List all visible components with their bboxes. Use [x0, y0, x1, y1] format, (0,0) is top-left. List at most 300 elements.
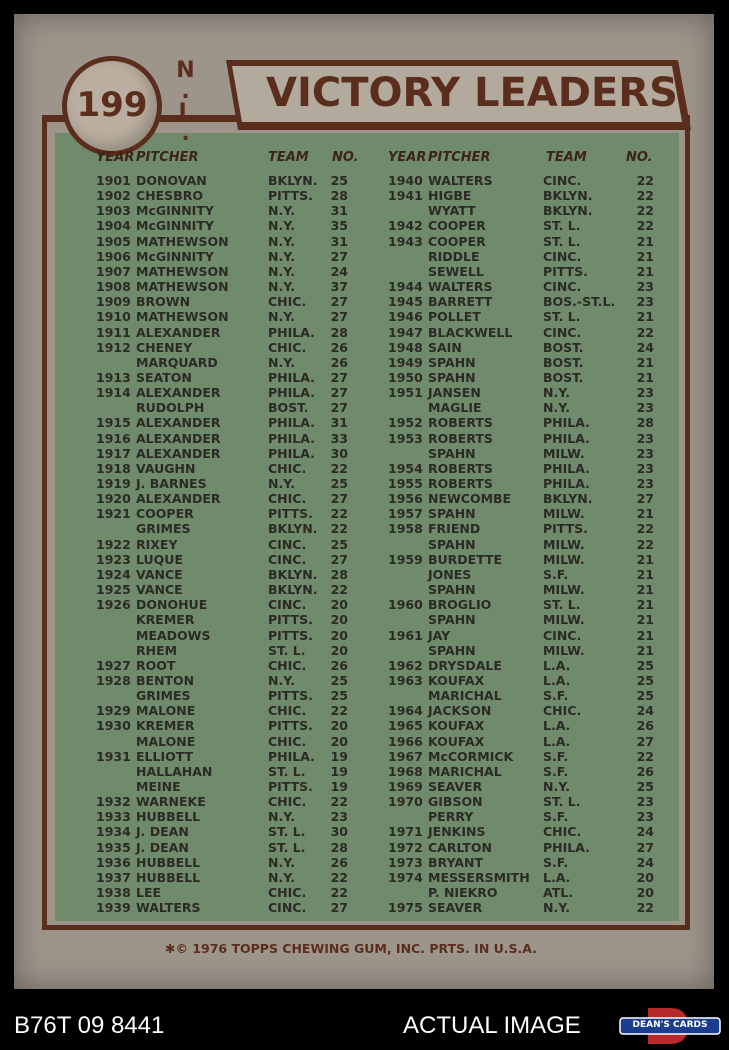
cell-pitcher: SPAHN: [428, 354, 476, 370]
cell-pitcher: J. BARNES: [136, 476, 207, 491]
cell-pitcher: KOUFAX: [428, 672, 485, 688]
cell-no: 23: [636, 794, 654, 810]
cell-pitcher: McGINNITY: [136, 248, 214, 264]
card-title: VICTORY LEADERS: [266, 70, 678, 116]
cell-team: S.F.: [543, 763, 569, 779]
cell-pitcher: MESSERSMITH: [428, 869, 530, 885]
cell-pitcher: RIDDLE: [428, 248, 480, 264]
cell-pitcher: ELLIOTT: [136, 748, 194, 764]
cell-no: 22: [330, 506, 348, 522]
cell-pitcher: VANCE: [136, 566, 183, 582]
logo-text: DEAN'S CARDS: [632, 1020, 708, 1030]
header-no-left: NO.: [332, 150, 359, 165]
cell-year: 1942: [388, 218, 423, 234]
cell-no: 24: [330, 263, 348, 279]
cell-no: 28: [636, 415, 654, 431]
cell-pitcher: BROGLIO: [428, 597, 492, 613]
cell-pitcher: WALTERS: [136, 900, 201, 916]
cell-year: 1931: [96, 748, 131, 764]
cell-team: ST. L.: [268, 763, 306, 779]
cell-team: CINC.: [543, 279, 582, 295]
cell-no: 25: [330, 476, 348, 491]
cell-team: PHILA.: [268, 748, 315, 764]
cell-year: 1902: [96, 188, 131, 204]
cell-pitcher: COOPER: [428, 233, 486, 249]
cell-pitcher: WYATT: [428, 203, 476, 219]
header-year-left: YEAR: [96, 150, 135, 165]
cell-no: 21: [636, 369, 654, 385]
cell-no: 28: [330, 839, 348, 855]
cell-year: 1919: [96, 476, 131, 491]
cell-year: 1930: [96, 718, 131, 734]
cell-no: 26: [330, 854, 348, 870]
cell-pitcher: MALONE: [136, 733, 196, 749]
cell-no: 27: [330, 551, 348, 567]
cell-year: 1937: [96, 869, 131, 885]
cell-year: 1938: [96, 885, 131, 901]
cell-team: MILW.: [543, 612, 585, 628]
cell-year: 1910: [96, 309, 131, 325]
cell-year: 1926: [96, 597, 131, 613]
cell-pitcher: WALTERS: [428, 279, 493, 295]
cell-year: 1905: [96, 233, 131, 249]
cell-team: CINC.: [268, 900, 307, 916]
cell-team: N.Y.: [268, 854, 295, 870]
cell-pitcher: SPAHN: [428, 642, 476, 658]
cell-no: 25: [636, 672, 654, 688]
cell-team: PHILA.: [268, 324, 315, 340]
cell-pitcher: MATHEWSON: [136, 279, 229, 295]
baseball-icon: [62, 56, 162, 156]
cell-pitcher: BARRETT: [428, 294, 493, 310]
cell-team: CINC.: [268, 536, 307, 552]
cell-pitcher: JACKSON: [428, 703, 492, 719]
cell-no: 28: [330, 188, 348, 204]
cell-pitcher: ALEXANDER: [136, 430, 221, 446]
cell-year: 1965: [388, 718, 423, 734]
cell-year: 1936: [96, 854, 131, 870]
cell-pitcher: McGINNITY: [136, 203, 214, 219]
cell-team: MILW.: [543, 506, 585, 522]
cell-team: CINC.: [543, 627, 582, 643]
cell-team: CINC.: [543, 173, 582, 188]
deans-cards-logo: [618, 1006, 722, 1046]
cell-no: 27: [330, 400, 348, 416]
cell-team: MILW.: [543, 551, 585, 567]
cell-pitcher: SEAVER: [428, 779, 483, 794]
cell-pitcher: PERRY: [428, 809, 474, 825]
cell-pitcher: MARQUARD: [136, 354, 218, 370]
cell-no: 27: [636, 839, 654, 855]
cell-no: 27: [636, 733, 654, 749]
cell-year: 1906: [96, 248, 131, 264]
header-pitcher-right: PITCHER: [428, 150, 491, 165]
cell-year: 1946: [388, 309, 423, 325]
cell-year: 1929: [96, 703, 131, 719]
cell-no: 24: [636, 824, 654, 840]
cell-no: 22: [330, 794, 348, 810]
cell-no: 21: [636, 354, 654, 370]
cell-year: 1974: [388, 869, 423, 885]
cell-no: 20: [330, 733, 348, 749]
cell-pitcher: GIBSON: [428, 794, 483, 810]
league-text: N.L.: [173, 58, 198, 142]
cell-no: 22: [636, 324, 654, 340]
cell-team: PHILA.: [543, 476, 590, 491]
cell-pitcher: ROBERTS: [428, 430, 493, 446]
cell-pitcher: ROBERTS: [428, 476, 493, 491]
cell-no: 20: [636, 885, 654, 901]
cell-team: CHIC.: [268, 733, 307, 749]
cell-no: 21: [636, 309, 654, 325]
cell-no: 27: [330, 900, 348, 916]
cell-year: 1901: [96, 173, 131, 188]
cell-year: 1958: [388, 521, 423, 537]
cell-team: ATL.: [543, 885, 573, 901]
cell-pitcher: MEINE: [136, 779, 181, 794]
cell-team: BKLYN.: [268, 521, 318, 537]
cell-pitcher: ALEXANDER: [136, 415, 221, 431]
cell-no: 26: [330, 339, 348, 355]
cell-no: 26: [636, 763, 654, 779]
cell-team: ST. L.: [543, 309, 581, 325]
card-id-label: B76T 09 8441: [14, 1012, 165, 1039]
cell-no: 26: [636, 718, 654, 734]
cell-year: 1943: [388, 233, 423, 249]
cell-pitcher: GRIMES: [136, 688, 191, 704]
cell-team: N.Y.: [268, 809, 295, 825]
cell-no: 20: [330, 642, 348, 658]
cell-no: 22: [636, 521, 654, 537]
cell-team: BOST.: [543, 369, 584, 385]
cell-team: PHILA.: [268, 445, 315, 461]
cell-no: 37: [330, 279, 348, 295]
cell-pitcher: ALEXANDER: [136, 445, 221, 461]
cell-pitcher: NEWCOMBE: [428, 491, 512, 507]
cell-team: BKLYN.: [268, 582, 318, 598]
cell-no: 21: [636, 566, 654, 582]
cell-team: PHILA.: [268, 430, 315, 446]
cell-team: L.A.: [543, 718, 571, 734]
cell-pitcher: DONOHUE: [136, 597, 208, 613]
cell-team: BKLYN.: [268, 173, 318, 188]
cell-year: 1923: [96, 551, 131, 567]
cell-team: PHILA.: [543, 460, 590, 476]
cell-team: N.Y.: [543, 400, 570, 416]
cell-pitcher: MARICHAL: [428, 763, 502, 779]
cell-pitcher: KOUFAX: [428, 718, 485, 734]
cell-team: CHIC.: [268, 657, 307, 673]
cell-pitcher: MATHEWSON: [136, 263, 229, 279]
cell-team: BOST.: [543, 339, 584, 355]
cell-pitcher: DRYSDALE: [428, 657, 502, 673]
cell-no: 30: [330, 824, 348, 840]
cell-no: 23: [636, 809, 654, 825]
cell-no: 21: [636, 506, 654, 522]
copyright-footer: ✱© 1976 TOPPS CHEWING GUM, INC. PRTS. IN U.S.A.: [165, 941, 537, 956]
cell-year: 1964: [388, 703, 423, 719]
cell-team: S.F.: [543, 854, 569, 870]
cell-team: L.A.: [543, 733, 571, 749]
cell-year: 1945: [388, 294, 423, 310]
cell-no: 27: [636, 491, 654, 507]
cell-year: 1916: [96, 430, 131, 446]
cell-no: 22: [330, 582, 348, 598]
cell-pitcher: ALEXANDER: [136, 324, 221, 340]
cell-team: MILW.: [543, 536, 585, 552]
cell-no: 20: [330, 718, 348, 734]
header-team-left: TEAM: [268, 150, 309, 165]
cell-year: 1970: [388, 794, 423, 810]
cell-year: 1912: [96, 339, 131, 355]
cell-team: PITTS.: [543, 521, 588, 537]
cell-pitcher: BURDETTE: [428, 551, 503, 567]
cell-team: CINC.: [543, 248, 582, 264]
cell-pitcher: JANSEN: [428, 385, 481, 401]
cell-no: 21: [636, 263, 654, 279]
cell-year: 1972: [388, 839, 423, 855]
cell-year: 1915: [96, 415, 131, 431]
cell-team: N.Y.: [268, 354, 295, 370]
cell-no: 22: [636, 536, 654, 552]
cell-no: 25: [330, 688, 348, 704]
cell-team: N.Y.: [543, 900, 570, 916]
cell-year: 1925: [96, 582, 131, 598]
cell-year: 1907: [96, 263, 131, 279]
cell-pitcher: ALEXANDER: [136, 491, 221, 507]
cell-pitcher: ROBERTS: [428, 415, 493, 431]
cell-team: BKLYN.: [268, 566, 318, 582]
cell-team: CHIC.: [268, 339, 307, 355]
cell-pitcher: COOPER: [136, 506, 194, 522]
cell-team: PITTS.: [543, 263, 588, 279]
cell-year: 1921: [96, 506, 131, 522]
cell-no: 21: [636, 642, 654, 658]
cell-team: N.Y.: [268, 309, 295, 325]
cell-pitcher: SEWELL: [428, 263, 484, 279]
cell-team: CHIC.: [268, 460, 307, 476]
cell-team: PHILA.: [268, 369, 315, 385]
cell-pitcher: SEATON: [136, 369, 192, 385]
cell-no: 21: [636, 627, 654, 643]
cell-year: 1975: [388, 900, 423, 916]
cell-year: 1920: [96, 491, 131, 507]
cell-no: 23: [636, 400, 654, 416]
cell-no: 23: [636, 445, 654, 461]
cell-team: BOST.: [268, 400, 309, 416]
cell-year: 1950: [388, 369, 423, 385]
cell-team: PHILA.: [543, 415, 590, 431]
cell-no: 23: [636, 279, 654, 295]
cell-year: 1959: [388, 551, 423, 567]
cell-pitcher: SPAHN: [428, 445, 476, 461]
cell-team: CHIC.: [268, 294, 307, 310]
cell-no: 28: [330, 324, 348, 340]
cell-team: CHIC.: [543, 824, 582, 840]
cell-year: 1922: [96, 536, 131, 552]
cell-year: 1908: [96, 279, 131, 295]
cell-team: N.Y.: [268, 233, 295, 249]
cell-no: 25: [330, 672, 348, 688]
cell-no: 27: [330, 309, 348, 325]
cell-no: 27: [330, 248, 348, 264]
cell-year: 1948: [388, 339, 423, 355]
cell-team: S.F.: [543, 748, 569, 764]
cell-year: 1951: [388, 385, 423, 401]
cell-year: 1909: [96, 294, 131, 310]
cell-team: N.Y.: [543, 385, 570, 401]
cell-team: CINC.: [268, 551, 307, 567]
cell-team: ST. L.: [543, 233, 581, 249]
cell-pitcher: GRIMES: [136, 521, 191, 537]
cell-year: 1924: [96, 566, 131, 582]
cell-year: 1962: [388, 657, 423, 673]
cell-year: 1939: [96, 900, 131, 916]
cell-team: N.Y.: [268, 263, 295, 279]
cell-year: 1961: [388, 627, 423, 643]
title-banner: [226, 56, 691, 130]
cell-no: 20: [636, 869, 654, 885]
cell-pitcher: HIGBE: [428, 188, 472, 204]
cell-year: 1971: [388, 824, 423, 840]
cell-team: MILW.: [543, 642, 585, 658]
cell-team: BOST.: [543, 354, 584, 370]
cell-pitcher: MATHEWSON: [136, 233, 229, 249]
cell-team: CHIC.: [268, 703, 307, 719]
cell-pitcher: HUBBELL: [136, 854, 201, 870]
cell-pitcher: MALONE: [136, 703, 196, 719]
cell-team: N.Y.: [268, 869, 295, 885]
cell-no: 25: [636, 779, 654, 794]
cell-pitcher: ROOT: [136, 657, 176, 673]
cell-pitcher: MAGLIE: [428, 400, 482, 416]
cell-team: PITTS.: [268, 188, 313, 204]
cell-pitcher: P. NIEKRO: [428, 885, 498, 901]
cell-no: 22: [636, 900, 654, 916]
cell-no: 22: [330, 703, 348, 719]
cell-no: 23: [636, 476, 654, 491]
cell-team: ST. L.: [543, 218, 581, 234]
cell-pitcher: WARNEKE: [136, 794, 206, 810]
league-label: [170, 58, 200, 147]
cell-team: PITTS.: [268, 688, 313, 704]
cell-pitcher: SPAHN: [428, 369, 476, 385]
cell-year: 1967: [388, 748, 423, 764]
cell-no: 21: [636, 612, 654, 628]
cell-pitcher: SPAHN: [428, 612, 476, 628]
cell-pitcher: LEE: [136, 885, 162, 901]
cell-team: ST. L.: [268, 824, 306, 840]
cell-team: ST. L.: [543, 794, 581, 810]
cell-team: L.A.: [543, 672, 571, 688]
header-team-right: TEAM: [546, 150, 587, 165]
card-number: 199: [76, 85, 148, 125]
cell-no: 21: [636, 597, 654, 613]
cell-year: 1917: [96, 445, 131, 461]
cell-no: 19: [330, 748, 348, 764]
cell-year: 1953: [388, 430, 423, 446]
cell-year: 1955: [388, 476, 423, 491]
cell-no: 23: [636, 430, 654, 446]
cell-year: 1966: [388, 733, 423, 749]
cell-team: S.F.: [543, 688, 569, 704]
cell-pitcher: HALLAHAN: [136, 763, 213, 779]
cell-year: 1954: [388, 460, 423, 476]
cell-year: 1973: [388, 854, 423, 870]
cell-pitcher: RUDOLPH: [136, 400, 205, 416]
cell-team: N.Y.: [543, 779, 570, 794]
cell-pitcher: CARLTON: [428, 839, 492, 855]
cell-no: 22: [636, 748, 654, 764]
cell-pitcher: VANCE: [136, 582, 183, 598]
cell-pitcher: RIXEY: [136, 536, 178, 552]
cell-pitcher: RHEM: [136, 642, 178, 658]
cell-year: 1952: [388, 415, 423, 431]
cell-pitcher: SPAHN: [428, 536, 476, 552]
cell-team: CINC.: [543, 324, 582, 340]
cell-no: 25: [330, 536, 348, 552]
cell-no: 24: [636, 703, 654, 719]
cell-team: CINC.: [268, 597, 307, 613]
cell-year: 1932: [96, 794, 131, 810]
cell-no: 31: [330, 203, 348, 219]
cell-no: 25: [330, 173, 348, 188]
cell-no: 22: [636, 218, 654, 234]
cell-no: 19: [330, 779, 348, 794]
cell-pitcher: KREMER: [136, 612, 195, 628]
cell-no: 23: [330, 809, 348, 825]
cell-year: 1935: [96, 839, 131, 855]
cell-no: 27: [330, 369, 348, 385]
cell-pitcher: CHENEY: [136, 339, 193, 355]
cell-no: 22: [636, 188, 654, 204]
cell-no: 26: [330, 354, 348, 370]
cell-pitcher: VAUGHN: [136, 460, 196, 476]
cell-team: PITTS.: [268, 779, 313, 794]
cell-year: 1968: [388, 763, 423, 779]
cell-no: 35: [330, 218, 348, 234]
cell-pitcher: MARICHAL: [428, 688, 502, 704]
cell-team: PHILA.: [268, 385, 315, 401]
cell-year: 1928: [96, 672, 131, 688]
header-pitcher-left: PITCHER: [136, 150, 199, 165]
cell-pitcher: ALEXANDER: [136, 385, 221, 401]
cell-no: 27: [330, 491, 348, 507]
header-no-right: NO.: [626, 150, 653, 165]
cell-team: BKLYN.: [543, 491, 593, 507]
cell-team: BKLYN.: [543, 188, 593, 204]
cell-year: 1960: [388, 597, 423, 613]
cell-pitcher: SPAHN: [428, 582, 476, 598]
cell-year: 1941: [388, 188, 423, 204]
cell-no: 22: [636, 203, 654, 219]
cell-pitcher: JENKINS: [428, 824, 486, 840]
cell-team: L.A.: [543, 657, 571, 673]
cell-pitcher: ROBERTS: [428, 460, 493, 476]
cell-year: 1934: [96, 824, 131, 840]
cell-no: 22: [330, 869, 348, 885]
cell-team: PITTS.: [268, 627, 313, 643]
cell-pitcher: McCORMICK: [428, 748, 514, 764]
cell-no: 25: [636, 688, 654, 704]
cell-year: 1949: [388, 354, 423, 370]
cell-team: CHIC.: [543, 703, 582, 719]
cell-pitcher: LUQUE: [136, 551, 183, 567]
cell-pitcher: HUBBELL: [136, 869, 201, 885]
cell-team: PHILA.: [268, 415, 315, 431]
cell-team: PITTS.: [268, 612, 313, 628]
cell-year: 1918: [96, 460, 131, 476]
